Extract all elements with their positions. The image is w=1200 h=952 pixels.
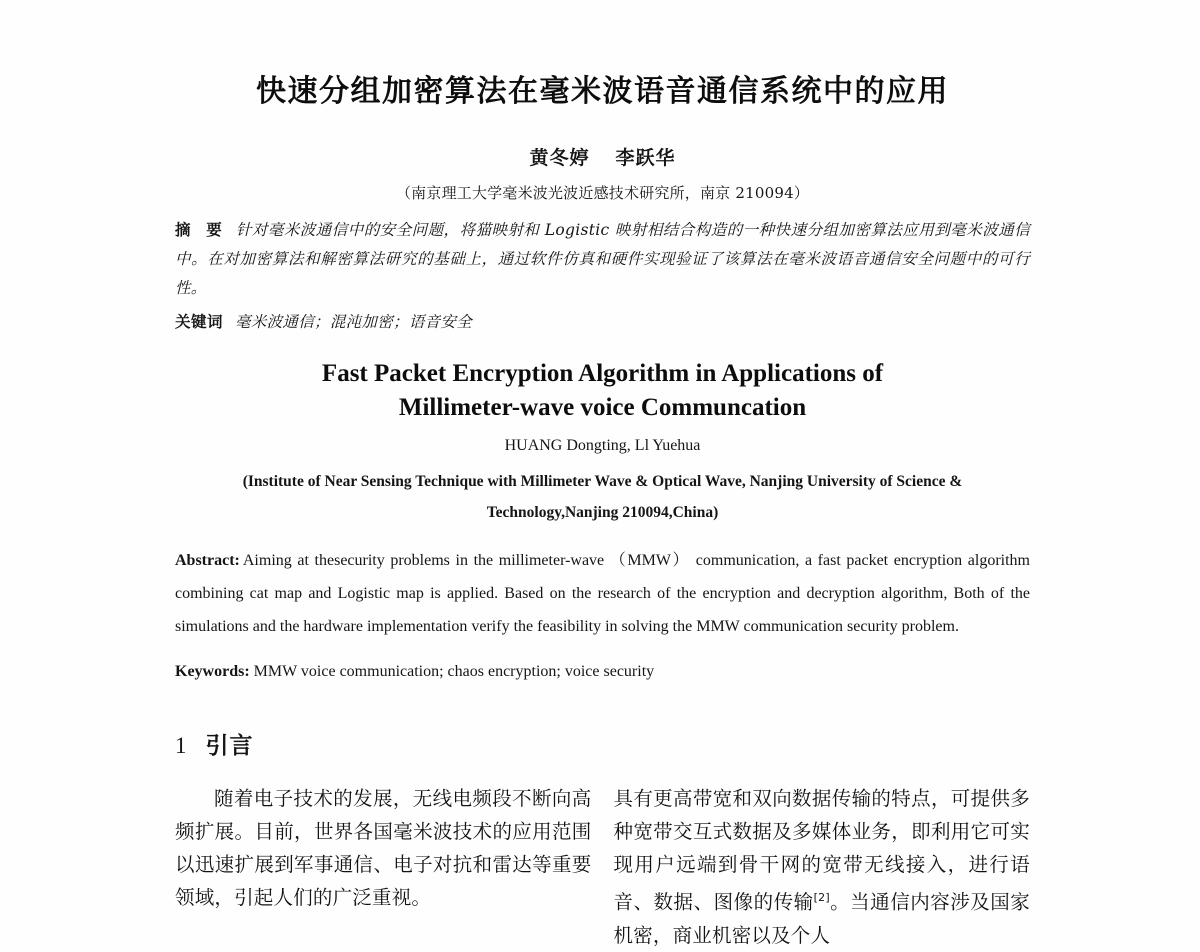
english-keywords-label: Keywords: [175,663,250,680]
chinese-title: 快速分组加密算法在毫米波语音通信系统中的应用 [256,74,949,109]
chinese-abstract-text: 针对毫米波通信中的安全问题，将猫映射和 Logistic 映射相结合构造的一种快速分组加密算法应用到毫米波通信中。在对加密算法和解密算法研究的基础上，通过软件仿真和硬件实现验证了该算法在毫米波语音通信安全问题中的可行性。 [175,221,1030,297]
english-title [175,337,1030,425]
citation-marker: [2] [813,891,830,904]
right-column [614,782,1031,952]
chinese-keywords [175,303,1030,337]
right-column-text-part-2: 。当通信内容涉及国家机密，商业机密以及个人 [613,890,1030,947]
english-authors: HUANG Dongting, Ll Yuehua [504,437,701,454]
chinese-keywords-label: 关键词 [175,312,224,331]
english-abstract-label: Abstract: [175,552,240,569]
chinese-affiliation: （南京理工大学毫米波光波近感技术研究所，南京 210094） [395,184,810,202]
english-affiliation [175,455,1030,528]
chinese-author-2: 李跃华 [615,147,676,169]
english-affiliation-line-2: Technology,Nanjing 210094,China) [486,504,719,521]
section-number: 1 [175,733,188,758]
section-title: 引言 [205,733,254,759]
english-affiliation-line-1: (Institute of Near Sensing Technique with Millimeter Wave & Optical Wave, Nanjing University of Science & [242,473,963,490]
left-column-paragraph: 随着电子技术的发展，无线电频段不断向高频扩展。目前，世界各国毫米波技术的应用范围以迅速扩展到军事通信、电子对抗和雷达等重要领域，引起人们的广泛重视。 [175,787,592,909]
english-abstract [175,528,1030,643]
body-columns [175,760,1030,952]
chinese-authors [175,110,1030,170]
english-title-line-1: Fast Packet Encryption Algorithm in Applications of [321,360,884,387]
right-column-paragraph [614,782,1031,952]
chinese-keywords-text: 毫米波通信；混沌加密；语音安全 [235,313,473,331]
english-keywords [175,643,1030,687]
english-abstract-text: Aiming at thesecurity problems in the millimeter-wave （MMW） communication, a fast packet encryption algorithm combining cat map and Logistic map is applied. Based on the research of the encryption and decryption algorithm, Both of the simulations and the hardware implementation verify the feasibility in solving the MMW communication security problem. [175,552,1030,635]
english-title-line-2: Millimeter-wave voice Communcation [398,394,807,421]
chinese-abstract-label: 摘 要 [175,220,227,239]
right-column-text-part-1: 具有更高带宽和双向数据传输的特点，可提供多种宽带交互式数据及多媒体业务，即利用它可实现用户远端到骨干网的宽带无线接入，进行语音、数据、图像的传输 [613,787,1030,914]
chinese-abstract [175,203,1030,303]
left-column [175,782,592,952]
english-keywords-text: MMW voice communication; chaos encryption; voice security [253,663,655,680]
chinese-author-1: 黄冬婷 [529,147,590,169]
section-heading [175,687,1030,760]
